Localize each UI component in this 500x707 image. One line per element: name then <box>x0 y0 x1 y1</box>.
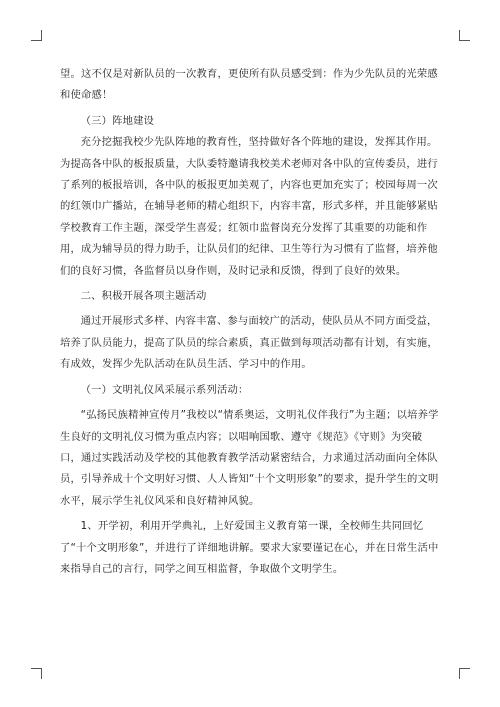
paragraph-opening-ceremony: 1、开学初，利用开学典礼，上好爱国主义教育第一课，全校师生共同回忆了“十个文明形象”，并进行了详细地讲解。要求大家要谨记在心，并在日常生活中来指导自己的言行，同学之间互相监督，争取做个文明学生。 <box>60 520 439 575</box>
heading-position-building: （三）阵地建设 <box>80 114 155 127</box>
crop-mark-bottom-left <box>31 668 42 679</box>
paragraph-theme-activities: 通过开展形式多样、内容丰富、参与面较广的活动，使队员从不同方面受益，培养了队员能力，提高了队员的综合素质，真正做到每项活动都有计划，有实施，有成效，发挥少先队活动在队员生活、学习中的作用。 <box>60 315 438 371</box>
crop-mark-top-left <box>31 30 42 41</box>
crop-mark-top-right <box>459 30 470 41</box>
crop-mark-bottom-right <box>459 668 470 679</box>
heading-theme-activities: 二、积极开展各项主题活动 <box>80 290 207 303</box>
heading-etiquette-series: （一）文明礼仪风采展示系列活动： <box>80 383 249 396</box>
paragraph-continuation: 望。这不仅是对新队员的一次教育，更使所有队员感受到：作为少先队员的光荣感和使命感！ <box>60 68 438 102</box>
document-body <box>60 64 440 580</box>
paragraph-position-building: 充分挖掘我校少先队阵地的教育性，坚持做好各个阵地的建设，发挥其作用。为提高各中队的板报质量，大队委特邀请我校美术老师对各中队的宣传委员，进行了系列的板报培训，各中队的板报更加美观了，内容也更加充实了；校园每周一次的红领巾广播站，在辅导老师的精心组织下，内容丰富，形式多样，并且能够紧贴学校教育工作主题，深受学生喜爱；红领巾监督岗充分发挥了其重要的功能和作用，成为辅导员的得力助手，让队员们的纪律、卫生等行为习惯有了监督，培养他们的良好习惯，各监督员以身作则，及时记录和反馈，得到了良好的效果。 <box>60 136 438 277</box>
paragraph-etiquette-series: “弘扬民族精神宣传月”我校以“情系奥运，文明礼仪伴我行”为主题；以培养学生良好的文明礼仪习惯为重点内容；以唱响国歌、遵守《规范》《守则》为突破口，通过实践活动及学校的其他教育教学活动紧密结合，力求通过活动面向全体队员，引导养成十个文明好习惯、人人皆知“十个文明形象”的要求，提升学生的文明水平，展示学生礼仪风采和良好精神风貌。 <box>60 409 439 507</box>
